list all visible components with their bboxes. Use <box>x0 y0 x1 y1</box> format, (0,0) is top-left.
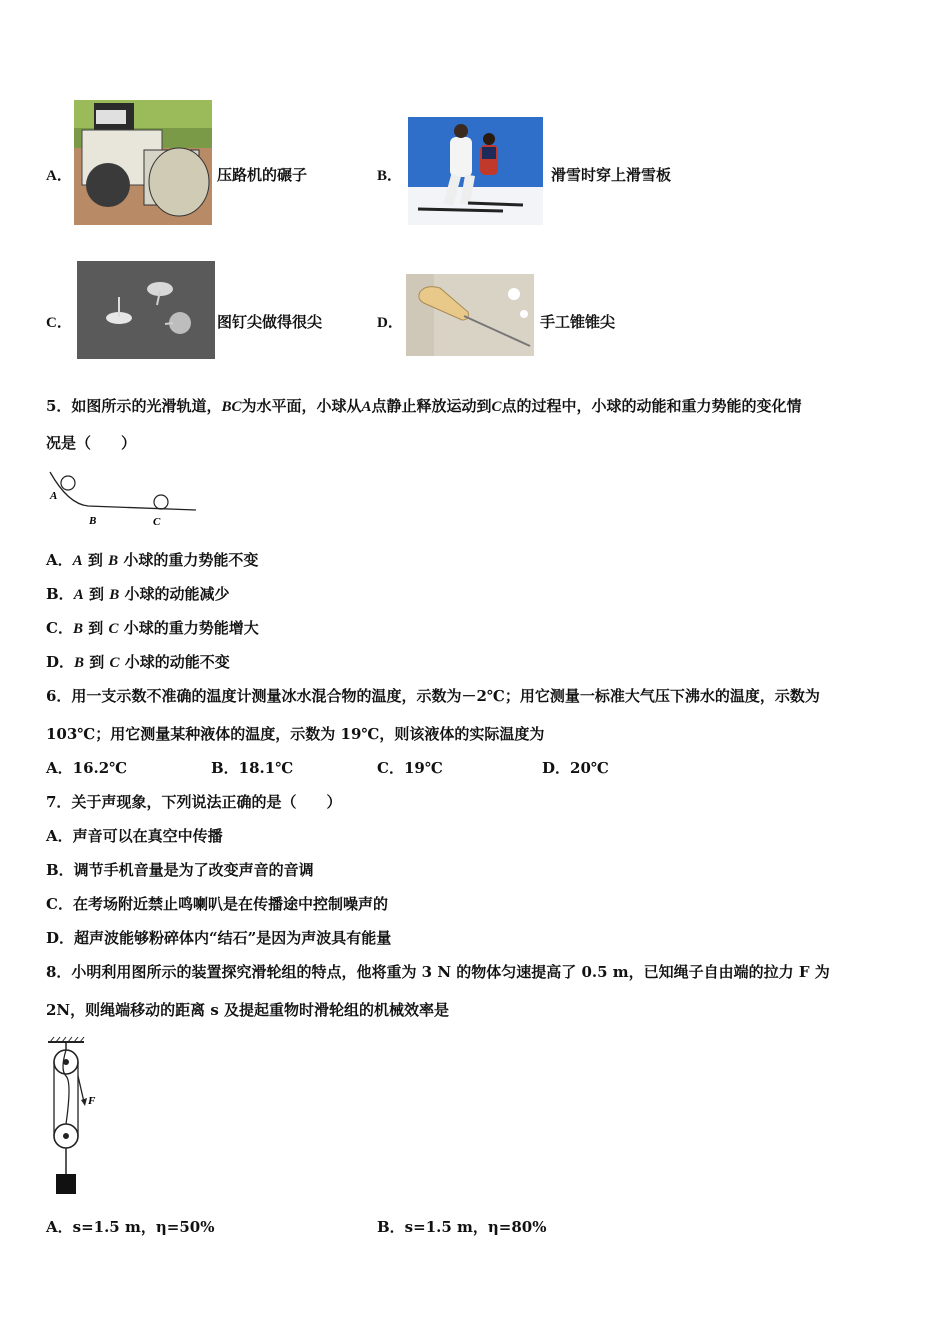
q5-option-c <box>46 617 259 638</box>
option-text: 到 <box>88 585 104 603</box>
q6-stem-line2: 103℃；用它测量某种液体的温度，示数为 19℃，则该液体的实际温度为 <box>46 725 545 743</box>
q6-stem-line1: 6．用一支示数不准确的温度计测量冰水混合物的温度，示数为－2℃；用它测量一标准大气压下沸水的温度，示数为 <box>46 687 820 705</box>
q7-stem: 7．关于声现象，下列说法正确的是（ ） <box>46 793 342 811</box>
q5-text-part: 为水平面，小球从 <box>241 397 362 415</box>
option-var: C <box>109 655 120 671</box>
option-text: 到 <box>87 551 103 569</box>
q6-option-b: B．18.1℃ <box>211 759 294 777</box>
thumbtacks-photo <box>77 261 215 359</box>
option-text: 小球的动能不变 <box>124 653 230 671</box>
option-text: 小球的重力势能不变 <box>123 551 259 569</box>
q7-option-b: B．调节手机音量是为了改变声音的音调 <box>46 861 314 879</box>
figure-label-f: F <box>88 1095 96 1107</box>
q5-option-d <box>46 651 230 672</box>
q6-option-d: D．20℃ <box>542 759 609 777</box>
option-letter: C． <box>46 619 73 637</box>
option-var: B <box>72 621 83 637</box>
q5-option-b <box>46 583 229 604</box>
option-var: B <box>74 655 85 671</box>
option-var: C <box>108 621 119 637</box>
option-var: A <box>72 553 83 569</box>
pulley-figure <box>40 1036 110 1198</box>
q5-var-c: C <box>491 399 502 415</box>
option-b-letter: B． <box>377 168 403 184</box>
q5-stem-line1 <box>46 395 802 416</box>
option-text: 到 <box>89 653 105 671</box>
q7-option-c: C．在考场附近禁止鸣喇叭是在传播途中控制噪声的 <box>46 895 388 913</box>
awl-photo <box>406 274 534 356</box>
q8-option-a: A．s=1.5 m，η=50% <box>46 1218 215 1236</box>
q8-option-b: B．s=1.5 m，η=80% <box>377 1218 547 1236</box>
option-text: 到 <box>88 619 104 637</box>
q5-text-part: 点静止释放运动到 <box>371 397 492 415</box>
option-var: B <box>108 553 119 569</box>
figure-label-b: B <box>89 515 97 527</box>
option-letter: D． <box>46 653 75 671</box>
option-var: A <box>73 587 84 603</box>
track-figure <box>46 466 201 530</box>
option-d-text: 手工锥锥尖 <box>540 313 616 331</box>
q5-text-part: 5．如图所示的光滑轨道， <box>46 397 222 415</box>
q7-option-d: D．超声波能够粉碎体内“结石”是因为声波具有能量 <box>46 929 392 947</box>
q5-var-bc: BC <box>221 399 242 415</box>
figure-label-a: A <box>50 490 58 502</box>
option-c-letter: C． <box>46 315 72 331</box>
option-var: B <box>109 587 120 603</box>
q5-stem-line2: 况是（ ） <box>46 434 137 452</box>
option-letter: A． <box>46 551 73 569</box>
q8-stem-line2: 2N，则绳端移动的距离 s 及提起重物时滑轮组的机械效率是 <box>46 1001 450 1019</box>
skiers-photo <box>408 117 543 225</box>
q6-option-a: A．16.2℃ <box>46 759 128 777</box>
q5-text-part: 点的过程中，小球的动能和重力势能的变化情 <box>501 397 802 415</box>
option-d-letter: D． <box>377 315 403 331</box>
option-b-text: 滑雪时穿上滑雪板 <box>551 166 672 184</box>
option-text: 小球的重力势能增大 <box>123 619 259 637</box>
option-letter: B． <box>46 585 74 603</box>
option-c-text: 图钉尖做得很尖 <box>217 313 323 331</box>
figure-label-c: C <box>153 516 161 528</box>
road-roller-photo <box>74 100 212 225</box>
q6-option-c: C．19℃ <box>377 759 443 777</box>
q8-stem-line1: 8．小明利用图所示的装置探究滑轮组的特点，他将重为 3 N 的物体匀速提高了 0.5 m，已知绳子自由端的拉力 F 为 <box>46 963 830 981</box>
q7-option-a: A．声音可以在真空中传播 <box>46 827 223 845</box>
option-a-text: 压路机的碾子 <box>217 166 308 184</box>
option-text: 小球的动能减少 <box>124 585 230 603</box>
option-a-letter: A． <box>46 168 72 184</box>
q5-var-a: A <box>361 399 372 415</box>
q5-option-a <box>46 549 258 570</box>
